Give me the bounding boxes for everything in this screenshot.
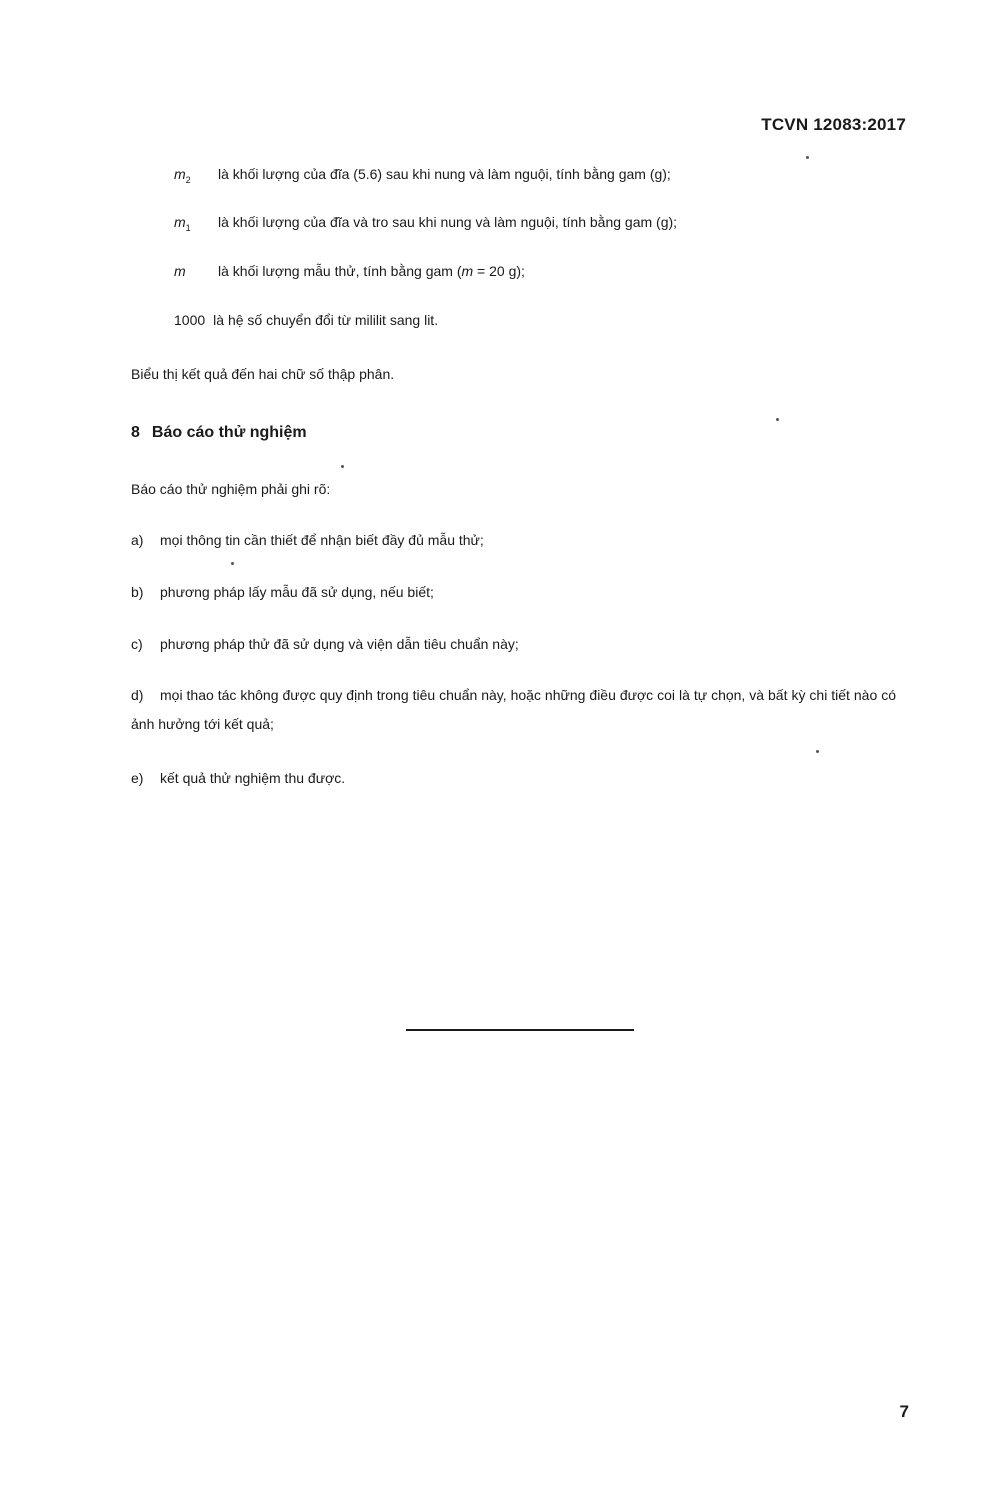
scan-speck [231,562,234,565]
conversion-factor [174,312,438,328]
definition-m [174,263,525,279]
list-item-d [131,681,896,739]
end-of-document-rule [406,1029,634,1031]
result-note: Biểu thị kết quả đến hai chữ số thập phân. [131,366,395,382]
definition-symbol: $m_2$ [174,166,191,185]
scan-speck [341,465,344,468]
list-item-b [131,584,434,600]
list-item-text: phương pháp lấy mẫu đã sử dụng, nếu biết; [160,584,434,600]
list-item-text: mọi thao tác không được quy định trong tiêu chuẩn này, hoặc những điều được coi là tự chọn, và bất kỳ chi tiết nào có ảnh hưởng tới kết quả; [131,687,896,732]
definition-text: là khối lượng của đĩa (5.6) sau khi nung và làm nguội, tính bằng gam (g); [218,166,671,182]
list-marker: d) [131,687,144,703]
section-title: Báo cáo thử nghiệm [151,424,307,441]
list-marker: b) [131,584,144,600]
section-intro: Báo cáo thử nghiệm phải ghi rõ: [131,481,331,497]
list-item-e [131,770,345,786]
list-item-text: kết quả thử nghiệm thu được. [160,770,346,786]
page-number: 7 [899,1402,909,1421]
factor-text: là hệ số chuyển đổi từ mililit sang lit. [213,312,439,328]
scan-speck [806,156,809,159]
section-number: 8 [131,424,140,441]
definition-m1 [174,214,677,233]
definition-text: là khối lượng mẫu thử, tính bằng gam (m = 20 g); [218,263,525,279]
definition-m2 [174,166,671,185]
list-marker: e) [131,770,144,786]
factor-number: 1000 [174,312,206,328]
scan-speck [776,418,779,421]
section-heading [131,424,307,442]
list-item-c [131,636,519,652]
list-marker: a) [131,532,144,548]
definition-symbol: m [174,263,186,279]
definition-symbol: $m_1$ [174,214,191,233]
scan-speck [816,750,819,753]
list-item-text: phương pháp thử đã sử dụng và viện dẫn tiêu chuẩn này; [160,636,519,652]
list-item-a [131,532,484,548]
standard-code: TCVN 12083:2017 [761,115,906,134]
list-item-text: mọi thông tin cần thiết để nhận biết đầy đủ mẫu thử; [160,532,484,548]
list-marker: c) [131,636,143,652]
definition-text: là khối lượng của đĩa và tro sau khi nung và làm nguội, tính bằng gam (g); [218,214,678,230]
